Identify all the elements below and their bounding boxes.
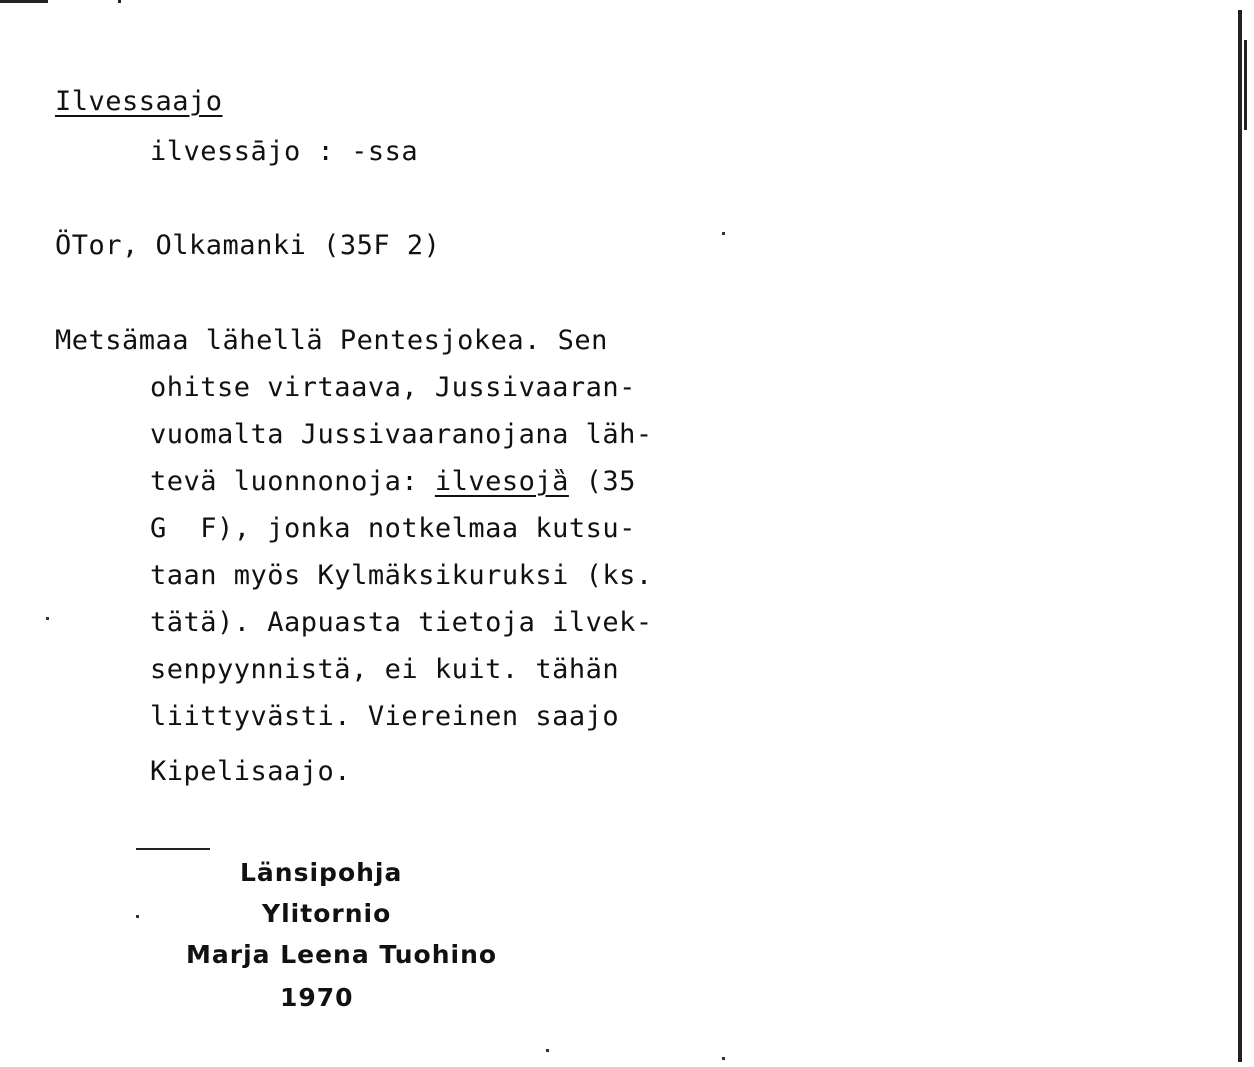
description-line-10: Kipelisaajo. [150, 756, 352, 787]
pronunciation: ilvessāјo : -ssa [150, 136, 419, 167]
speck-2 [136, 915, 139, 918]
description-line-1: Metsämaa lähellä Pentesjokea. Sen [55, 325, 608, 356]
divider-dash [136, 848, 210, 850]
speck-3 [546, 1049, 549, 1052]
description-line-7: tätä). Aapuasta tietoja ilvek- [150, 607, 653, 638]
inline-term: ilvesojȁ [434, 466, 569, 497]
description-line-5: G F), jonka notkelmaa kutsu- [150, 513, 636, 544]
headword: Ilvessaajo [55, 86, 223, 117]
stamp-region: Länsipohja [240, 858, 403, 887]
description-line-2: ohitse virtaava, Jussivaaran- [150, 372, 636, 403]
inline-term-suffix: (35 [568, 466, 636, 497]
stamp-year: 1970 [280, 983, 354, 1012]
stamp-parish: Ylitornio [262, 899, 392, 928]
stamp-collector: Marja Leena Tuohino [186, 940, 498, 969]
description-line-9: liittyvästi. Viereinen saajo [150, 701, 620, 732]
description-line-8: senpyynnistä, ei kuit. tähän [150, 654, 620, 685]
description-line-6: taan myös Kylmäksikuruksi (ks. [150, 560, 653, 591]
location: ÖTor, Olkamanki (35F 2) [55, 230, 441, 261]
speck-4 [722, 1057, 725, 1060]
card-right-edge [1238, 10, 1242, 1062]
card-right-edge-fragment [1244, 40, 1247, 130]
scan-mark-top [0, 0, 48, 3]
speck-1 [46, 617, 49, 620]
description-line-3: vuomalta Jussivaaranojana läh- [150, 419, 653, 450]
scan-mark-top-small [118, 0, 121, 3]
speck-5 [722, 232, 725, 235]
description-line-4-text: tevä luonnonoja: [150, 466, 435, 497]
description-line-4 [150, 468, 636, 495]
